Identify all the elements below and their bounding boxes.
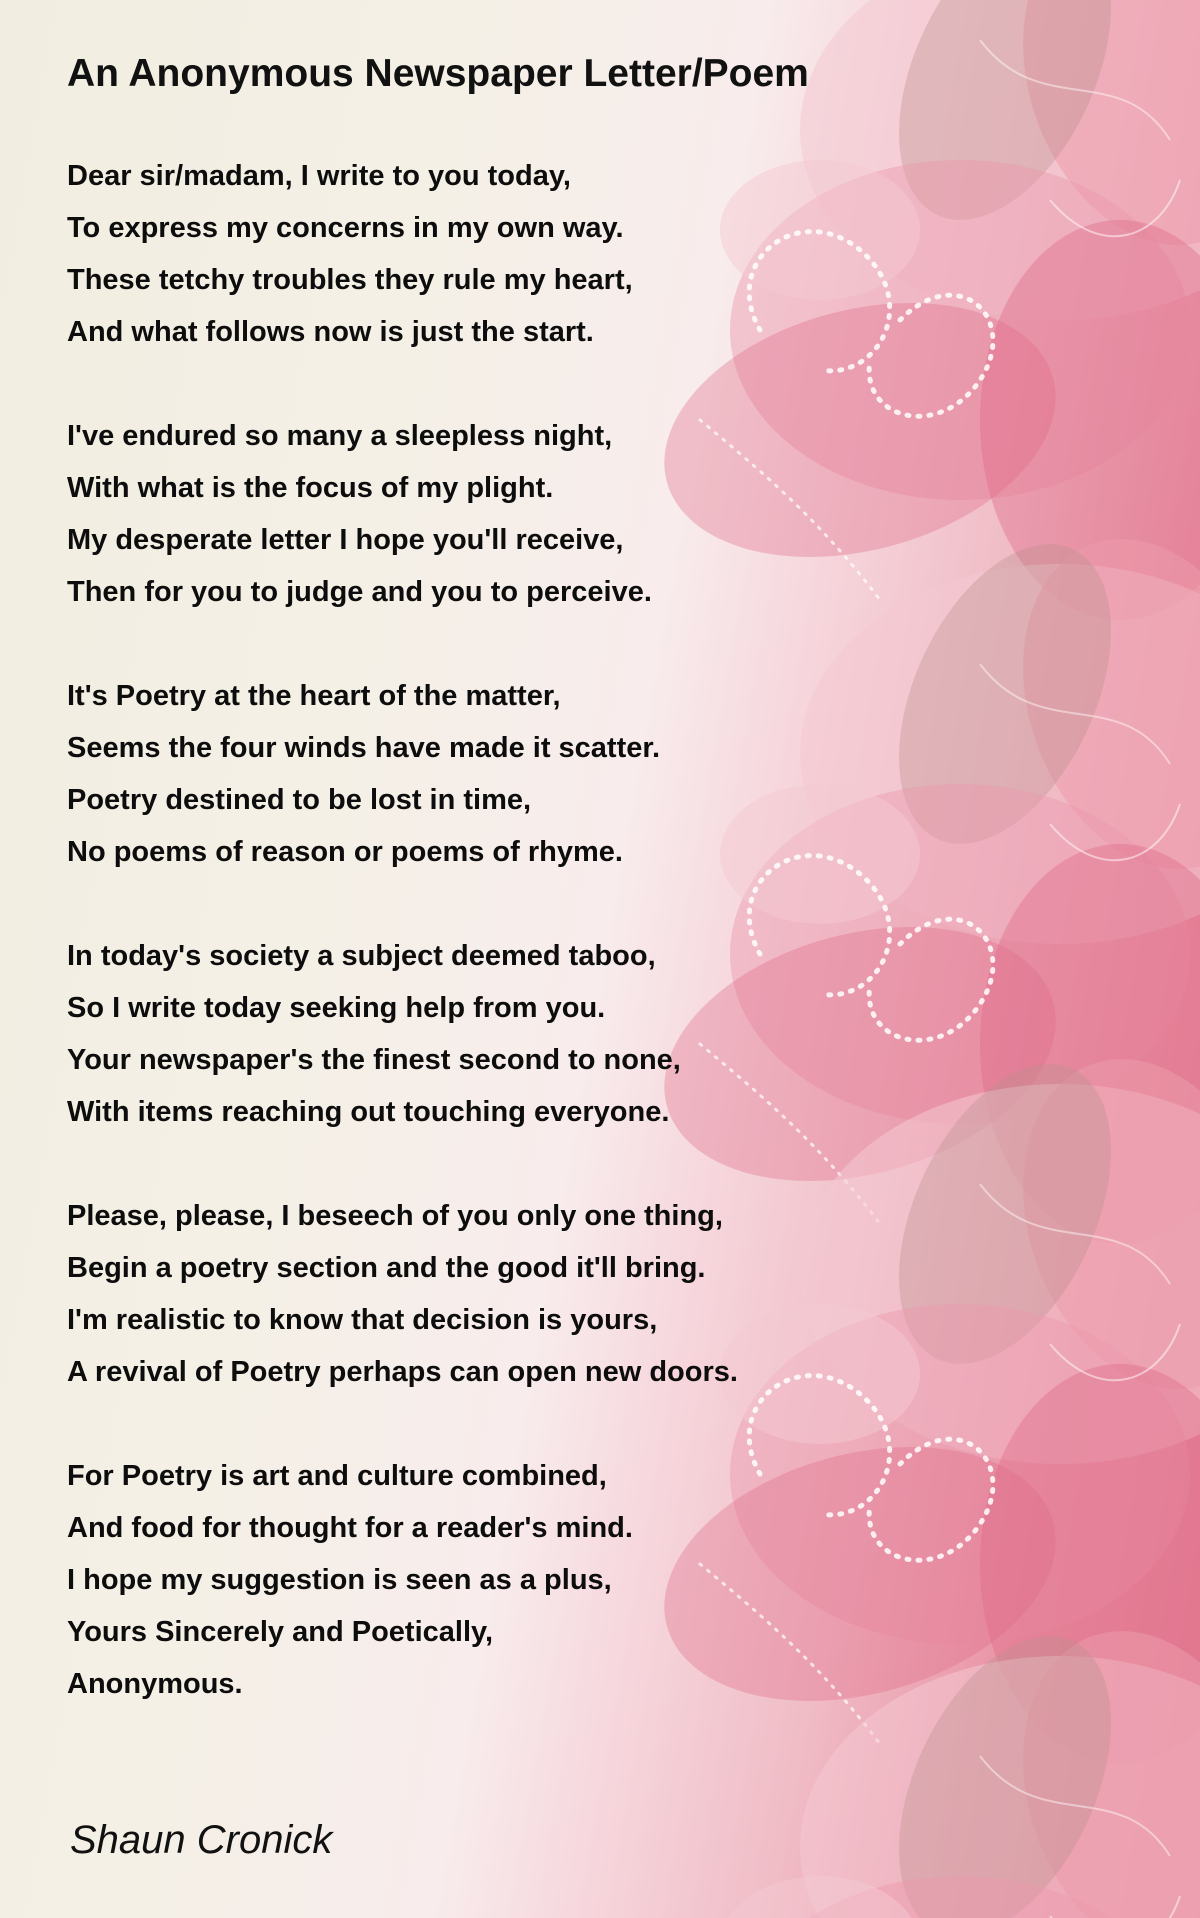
poem-author: Shaun Cronick <box>70 1818 333 1862</box>
poem-line: Begin a poetry section and the good it'll bring. <box>67 1252 706 1284</box>
poem-line: My desperate letter I hope you'll receive, <box>67 524 624 556</box>
stanza-5 <box>67 1190 738 1398</box>
poem-line: I hope my suggestion is seen as a plus, <box>67 1564 612 1596</box>
poem-line: Please, please, I beseech of you only one thing, <box>67 1200 723 1232</box>
poem-title: An Anonymous Newspaper Letter/Poem <box>67 52 809 95</box>
poem-line: For Poetry is art and culture combined, <box>67 1460 607 1492</box>
poem-line: So I write today seeking help from you. <box>67 992 606 1024</box>
stanza-1 <box>67 150 633 358</box>
poem-line: In today's society a subject deemed taboo, <box>67 940 656 972</box>
poem-line: A revival of Poetry perhaps can open new doors. <box>67 1356 738 1388</box>
stanza-4 <box>67 930 681 1138</box>
poem-line: Yours Sincerely and Poetically, <box>67 1616 494 1648</box>
poem-line: I've endured so many a sleepless night, <box>67 420 613 452</box>
poem-line: And food for thought for a reader's mind. <box>67 1512 633 1544</box>
poem-line: With what is the focus of my plight. <box>67 472 554 504</box>
poem-line: To express my concerns in my own way. <box>67 212 624 244</box>
poem-line: Then for you to judge and you to perceive. <box>67 576 652 608</box>
poem-line: Dear sir/madam, I write to you today, <box>67 160 571 192</box>
poem-line: These tetchy troubles they rule my heart, <box>67 264 633 296</box>
poem-line: Anonymous. <box>67 1668 243 1700</box>
poem-line: Poetry destined to be lost in time, <box>67 784 532 816</box>
poem-line: It's Poetry at the heart of the matter, <box>67 680 561 712</box>
poem-line: No poems of reason or poems of rhyme. <box>67 836 623 868</box>
poem-line: Seems the four winds have made it scatter. <box>67 732 661 764</box>
stanza-2 <box>67 410 652 618</box>
poem-line: Your newspaper's the finest second to none, <box>67 1044 681 1076</box>
stanza-6 <box>67 1450 633 1710</box>
poem-line: I'm realistic to know that decision is yours, <box>67 1304 658 1336</box>
stanza-3 <box>67 670 660 878</box>
poem-line: With items reaching out touching everyone. <box>67 1096 670 1128</box>
poem-line: And what follows now is just the start. <box>67 316 594 348</box>
